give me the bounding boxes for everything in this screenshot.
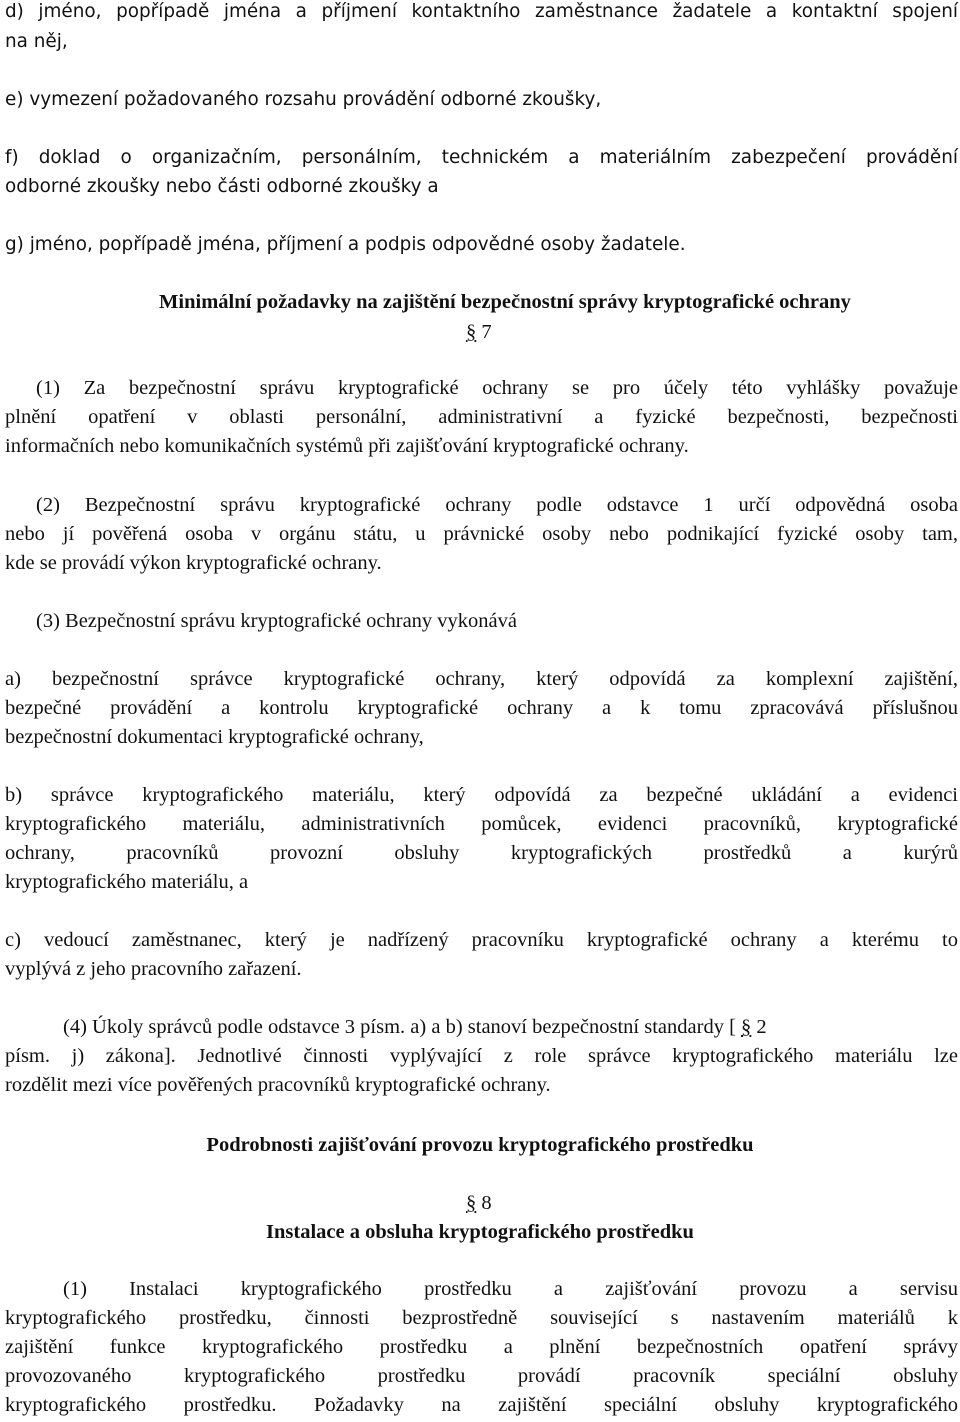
s8-p1-line-5: kryptografického prostředku. Požadavky na zajištění speciální obsluhy kryptografického bbox=[5, 1394, 958, 1416]
section-number: 8 bbox=[481, 1192, 492, 1214]
s8-p1-line-4: provozovaného kryptografického prostředku provádí pracovník speciální obsluhy bbox=[5, 1365, 958, 1387]
s7-p3: (3) Bezpečnostní správu kryptografické ochrany vykonává bbox=[36, 610, 518, 632]
s7-p2-line-2: nebo jí pověřená osoba v orgánu státu, u právnické osoby nebo podnikající fyzické osoby tam, bbox=[5, 523, 958, 545]
s7-b-line-2: kryptografického materiálu, administrativních pomůcek, evidenci pracovníků, kryptografické bbox=[5, 813, 958, 835]
s7-b-line-1: b) správce kryptografického materiálu, který odpovídá za bezpečné ukládání a evidenci bbox=[5, 784, 958, 806]
section-7-heading: Minimální požadavky na zajištění bezpečnostní správy kryptografické ochrany bbox=[159, 291, 851, 313]
chapter-heading: Podrobnosti zajišťování provozu kryptografického prostředku bbox=[206, 1134, 754, 1156]
s7-p2-line-3: kde se provádí výkon kryptografické ochrany. bbox=[5, 552, 382, 574]
s8-p1-line-1: (1) Instalaci kryptografického prostředku a zajišťování provozu a servisu bbox=[63, 1278, 958, 1300]
s7-p4-text: (4) Úkoly správců podle odstavce 3 písm. a) a b) stanoví bezpečnostní standardy [ bbox=[63, 1016, 736, 1038]
section-number: 2 bbox=[756, 1016, 767, 1038]
item-f-line-2: odborné zkoušky nebo části odborné zkoušky a bbox=[5, 176, 439, 197]
s7-b-line-3: ochrany, pracovníků provozní obsluhy kryptografických prostředků a kurýrů bbox=[5, 842, 958, 864]
s7-b-line-4: kryptografického materiálu, a bbox=[5, 871, 249, 893]
s7-p1-line-1: (1) Za bezpečnostní správu kryptografické ochrany se pro účely této vyhlášky považuje bbox=[36, 377, 958, 399]
s7-p4-line-2: písm. j) zákona]. Jednotlivé činnosti vyplývající z role správce kryptografického materiálu lze bbox=[5, 1045, 958, 1067]
section-number: 7 bbox=[481, 321, 492, 343]
s8-p1-line-2: kryptografického prostředku, činnosti bezprostředně související s nastavením materiálů k bbox=[5, 1307, 958, 1329]
s7-p1-line-3: informačních nebo komunikačních systémů při zajišťování kryptografické ochrany. bbox=[5, 435, 689, 457]
section-7-number bbox=[466, 320, 960, 344]
s7-a-line-3: bezpečnostní dokumentaci kryptografické ochrany, bbox=[5, 726, 424, 748]
item-g: g) jméno, popřípadě jména, příjmení a podpis odpovědné osoby žadatele. bbox=[5, 234, 686, 255]
item-d-line-1: d) jméno, popřípadě jména a příjmení kontaktního zaměstnance žadatele a kontaktní spojení bbox=[5, 1, 958, 22]
section-8-number bbox=[466, 1191, 960, 1215]
section-8-title: Instalace a obsluha kryptografického prostředku bbox=[266, 1221, 694, 1243]
section-sign: § bbox=[466, 1192, 477, 1214]
s7-c-line-1: c) vedoucí zaměstnanec, který je nadřízený pracovníku kryptografické ochrany a kterému to bbox=[5, 929, 958, 951]
item-e: e) vymezení požadovaného rozsahu provádění odborné zkoušky, bbox=[5, 89, 602, 110]
s7-p1-line-2: plnění opatření v oblasti personální, administrativní a fyzické bezpečnosti, bezpečnosti bbox=[5, 406, 958, 428]
item-d-line-2: na něj, bbox=[5, 31, 68, 52]
s7-p2-line-1: (2) Bezpečnostní správu kryptografické ochrany podle odstavce 1 určí odpovědná osoba bbox=[36, 494, 958, 516]
s8-p1-line-3: zajištění funkce kryptografického prostředku a plnění bezpečnostních opatření správy bbox=[5, 1336, 958, 1358]
item-f-line-1: f) doklad o organizačním, personálním, technickém a materiálním zabezpečení provádění bbox=[5, 147, 958, 168]
s7-p4-line-1 bbox=[63, 1015, 960, 1039]
s7-c-line-2: vyplývá z jeho pracovního zařazení. bbox=[5, 958, 302, 980]
s7-p4-line-3: rozdělit mezi více pověřených pracovníků kryptografické ochrany. bbox=[5, 1074, 551, 1096]
s7-a-line-1: a) bezpečnostní správce kryptografické ochrany, který odpovídá za komplexní zajištění, bbox=[5, 668, 958, 690]
section-sign: § bbox=[741, 1016, 752, 1038]
s7-a-line-2: bezpečné provádění a kontrolu kryptografické ochrany a k tomu zpracovává příslušnou bbox=[5, 697, 958, 719]
section-sign: § bbox=[466, 321, 477, 343]
